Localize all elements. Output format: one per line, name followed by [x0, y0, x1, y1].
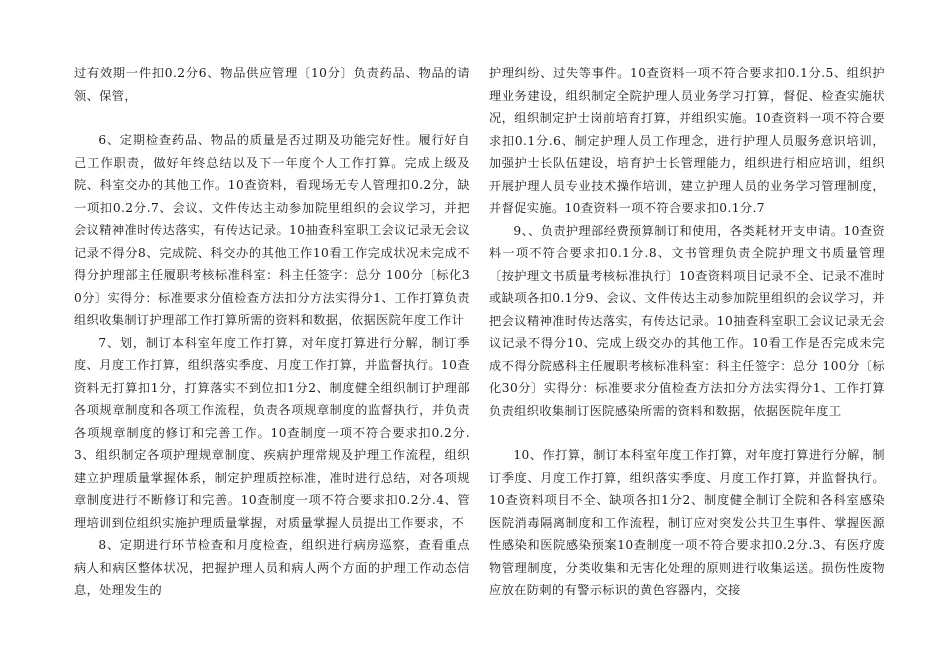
paragraph-continuation: 过有效期一件扣0.2分6、物品供应管理〔10分〕负责药品、物品的请领、保管，: [74, 66, 470, 103]
paragraph-item-8: 8、定期进行环节检查和月度检查，组织进行病房巡察，查看重点病人和病区整体状况，把握护理人员和病人两个方面的护理工作动态信息，处理发生的: [74, 538, 470, 597]
paragraph-continuation: 护理纠纷、过失等事件。10查资料一项不符合要求扣0.1分.5、组织护理业务建设，组织制定全院护理人员业务学习打算，督促、检查实施状况，组织制定护士岗前培育打算，并组织实施。10查资料一项不符合要求扣0.1分.6、制定护理人员工作理念，进行护理人员服务意识培训，加强护士长队伍建设，培育护士长管理能力，组织进行相应培训，组织开展护理人员专业技术操作培训，建立护理人员的业务学习管理制度，并督促实施。10查资料一项不符合要求扣0.1分.7: [489, 66, 885, 215]
paragraph-item-10: 10、作打算，制订本科室年度工作打算，对年度打算进行分解，制订季度、月度工作打算，组织落实季度、月度工作打算，并监督执行。10查资料项目不全、缺项各扣1分2、制度健全制订全院和各科室感染医院消毒隔离制度和工作流程，制订应对突发公共卫生事件、掌握医源性感染和医院感染预案10查制度一项不符合要求扣0.2分.3、有医疗废物管理制度，分类收集和无害化处理的原则进行收集运送。损伤性废物应放在防刺的有警示标识的黄色容器内，交接: [489, 448, 885, 597]
paragraph-item-6: 6、定期检查药品、物品的质量是否过期及功能完好性。履行好自己工作职责，做好年终总结以及下一年度个人工作打算。完成上级及院、科室交办的其他工作。10查资料，看现场无专人管理扣0.2分，缺一项扣0.2分.7、会议、文件传达主动参加院里组织的会议学习，并把会议精神准时传达落实，有传达记录。10抽查科室职工会议记录无会议记录不得分8、完成院、科交办的其他工作10看工作完成状况未完成不得分护理部主任履职考核标准科室：科主任签字：总分 100分〔标化30分〕实得分：标准要求分值检查方法扣分方法实得分1、工作打算负责组织收集制订护理部工作打算所需的资料和数据，依据医院年度工作计: [74, 133, 470, 327]
paragraph-item-9: 9、、负责护理部经费预算制订和使用，各类耗材开支申请。10查资料一项不符合要求扣0.1分.8、文书管理负责全院护理文书质量管理〔按护理文书质量考核标准执行〕10查资料项目记录不全、记录不准时或缺项各扣0.1分9、会议、文件传达主动参加院里组织的会议学习，并把会议精神准时传达落实，有传达记录。10抽查科室职工会议记录无会议记录不得分10、完成上级交办的其他工作。10看工作是否完成未完成不得分院感科主任履职考核标准科室：科主任签字：总分 100分〔标化30分〕实得分：标准要求分值检查方法扣分方法实得分1、工作打算负责组织收集制订医院感染所需的资料和数据，依据医院年度工: [489, 223, 885, 418]
right-column: [489, 62, 885, 602]
paragraph-item-7: 7、划，制订本科室年度工作打算，对年度打算进行分解，制订季度、月度工作打算，组织落实季度、月度工作打算，并监督执行。10查资料无打算扣1分，打算落实不到位扣1分2、制度健全组织制订护理部各项规章制度和各项工作流程，负责各项规章制度的监督执行，并负责各项规章制度的修订和完善工作。10查制度一项不符合要求扣0.2分.3、组织制定各项护理规章制度、疾病护理常规及护理工作流程，组织建立护理质量掌握体系，制定护理质控标准，准时进行总结，对各项规章制度进行不断修订和完善。10查制度一项不符合要求扣0.2分.4、管理培训到位组织实施护理质量掌握，对质量掌握人员提出工作要求，不: [74, 335, 470, 530]
left-column: [74, 62, 470, 602]
